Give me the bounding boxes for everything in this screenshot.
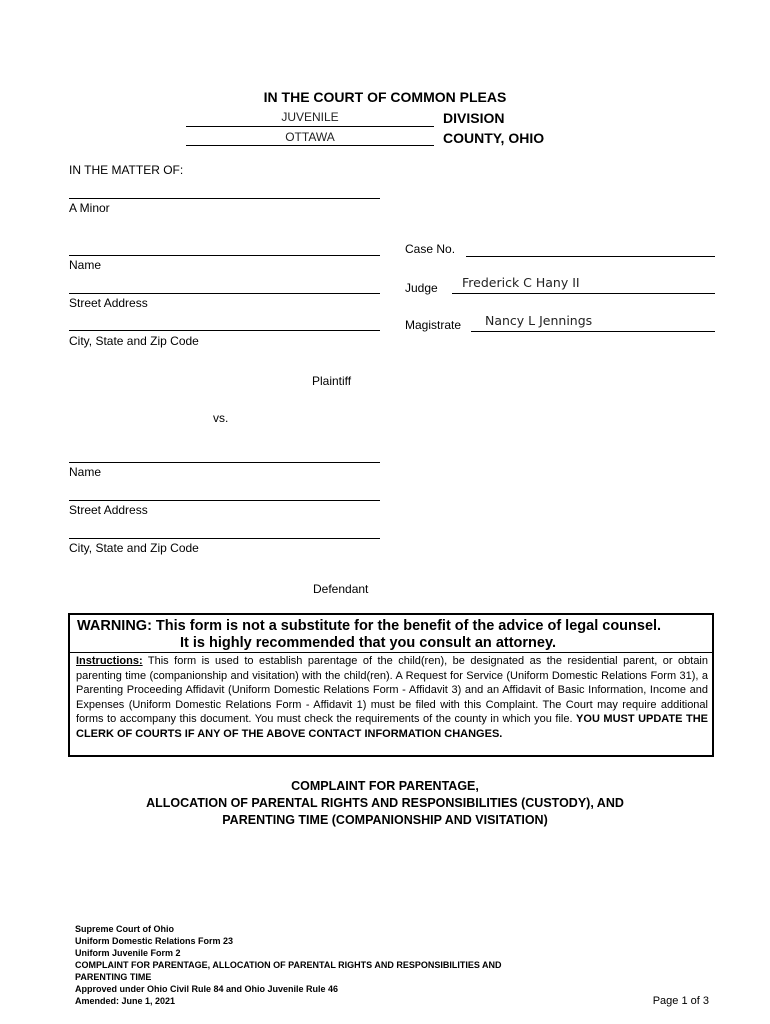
defendant-city-field[interactable] [69, 538, 380, 539]
judge-line [452, 293, 715, 294]
minor-name-field[interactable] [69, 198, 380, 199]
footer-line-1: Supreme Court of Ohio [75, 924, 174, 934]
footer-line-7: Amended: June 1, 2021 [75, 996, 176, 1006]
instructions-emphasis: YOU MUST UPDATE THE CLERK OF COURTS IF ANY OF THE ABOVE CONTACT INFORMATION CHANGES. [76, 713, 709, 740]
magistrate-line [471, 331, 715, 332]
footer-line-6: Approved under Ohio Civil Rule 84 and Ohio Juvenile Rule 46 [75, 984, 339, 994]
division-label: DIVISION [443, 110, 505, 126]
vs-label: vs. [213, 411, 229, 425]
footer-line-5: PARENTING TIME [75, 972, 152, 982]
form-title-line-1: COMPLAINT FOR PARENTAGE, [291, 779, 479, 793]
page-number: Page 1 of 3 [652, 995, 709, 1007]
plaintiff-name-label: Name [69, 258, 102, 272]
county-label: COUNTY, OHIO [443, 130, 545, 146]
defendant-street-field[interactable] [69, 500, 380, 501]
division-line [186, 126, 434, 127]
judge-label: Judge [405, 281, 438, 295]
warning-line-2: It is highly recommended that you consult an attorney. [180, 635, 556, 651]
form-title-line-3: PARENTING TIME (COMPANIONSHIP AND VISITATION) [222, 813, 548, 827]
county-line [186, 145, 434, 146]
plaintiff-name-field[interactable] [69, 255, 380, 256]
form-title-line-2: ALLOCATION OF PARENTAL RIGHTS AND RESPONSIBILITIES (CUSTODY), AND [146, 796, 624, 810]
plaintiff-street-label: Street Address [69, 296, 148, 310]
case-no-field[interactable] [466, 256, 715, 257]
footer-line-3: Uniform Juvenile Form 2 [75, 948, 181, 958]
matter-label: IN THE MATTER OF: [69, 163, 184, 177]
plaintiff-street-field[interactable] [69, 293, 380, 294]
warning-line-1: WARNING: This form is not a substitute for the benefit of the advice of legal counsel. [77, 618, 662, 634]
minor-label: A Minor [69, 201, 110, 215]
defendant-city-label: City, State and Zip Code [69, 541, 199, 555]
court-heading: IN THE COURT OF COMMON PLEAS [263, 89, 507, 105]
warning-box [68, 613, 714, 757]
division-field[interactable]: JUVENILE [281, 110, 339, 124]
defendant-role-label: Defendant [313, 582, 369, 596]
plaintiff-city-field[interactable] [69, 330, 380, 331]
form-footer [75, 923, 502, 1007]
defendant-name-field[interactable] [69, 462, 380, 463]
defendant-street-label: Street Address [69, 503, 148, 517]
magistrate-label: Magistrate [405, 318, 462, 332]
magistrate-field[interactable]: Nancy L Jennings [485, 313, 593, 328]
instructions-text [76, 654, 708, 741]
plaintiff-city-label: City, State and Zip Code [69, 334, 199, 348]
instructions-body: This form is used to establish parentage of the child(ren), be designated as the residential parent, or obtain parenting time (companionship and visitation) with the child(ren). A Request for Service (Uniform Domestic Relations Form 31), a Parenting Proceeding Affidavit (Uniform Domestic Relations Form - Affidavit 3) and an Affidavit of Basic Information, Income and Expenses (Uniform Domestic Relations Form - Affidavit 1) must be filed with this Complaint. The Court may require additional forms to accompany this document. You must check the requirements of the county in which you file. [76, 655, 708, 725]
plaintiff-role-label: Plaintiff [312, 374, 352, 388]
instructions-label: Instructions: [76, 655, 143, 667]
judge-field[interactable]: Frederick C Hany II [462, 275, 580, 290]
footer-line-2: Uniform Domestic Relations Form 23 [75, 936, 234, 946]
county-field[interactable]: OTTAWA [285, 130, 335, 144]
footer-line-4: COMPLAINT FOR PARENTAGE, ALLOCATION OF PARENTAL RIGHTS AND RESPONSIBILITIES AND [75, 960, 502, 970]
case-no-label: Case No. [405, 242, 456, 256]
warning-divider [70, 652, 712, 653]
defendant-name-label: Name [69, 465, 102, 479]
